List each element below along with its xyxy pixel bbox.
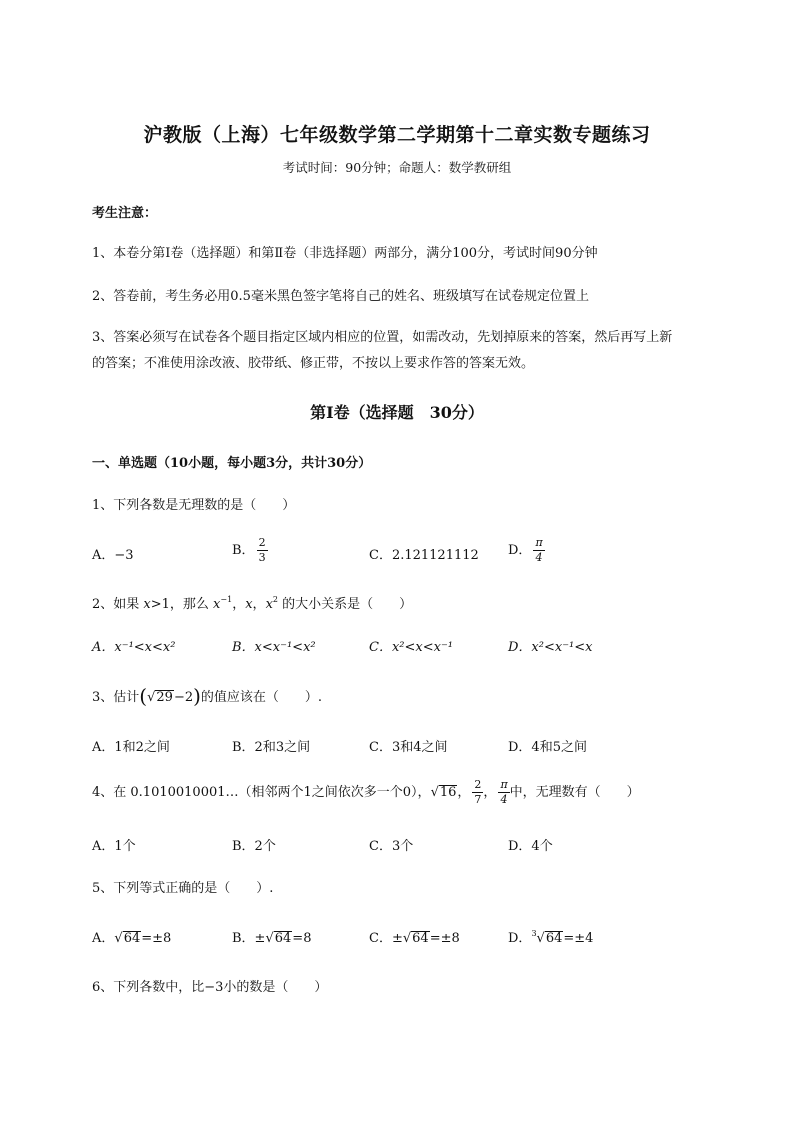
section-title: 第I卷（选择题 30分） (310, 403, 484, 422)
stem-text: ， (483, 785, 497, 800)
option-label: B．± (232, 931, 266, 946)
radicand: 64 (123, 931, 141, 946)
right-paren: ) (193, 684, 201, 708)
question-5-stem: 5、下列等式正确的是（ ）. (92, 881, 274, 896)
question-4-option-d: D．4个 (508, 839, 553, 854)
variable: x (265, 597, 273, 612)
question-4-option-a: A．1个 (92, 839, 136, 854)
question-5-option-c (369, 927, 460, 946)
option-text: =±8 (141, 931, 172, 946)
root-index: 3 (531, 929, 537, 938)
stem-text: −2 (173, 690, 194, 705)
exponent: 2 (272, 595, 278, 604)
stem-text: 中，无理数有（ ） (509, 785, 640, 800)
notice-item-1: 1、本卷分第I卷（选择题）和第Ⅱ卷（非选择题）两部分，满分100分，考试时间90分钟 (92, 246, 598, 261)
stem-text: 的大小关系是（ ） (278, 597, 413, 612)
question-2-option-a: A．x⁻¹<x<x² (92, 640, 176, 655)
fraction (533, 536, 544, 565)
question-3-option-a: A．1和2之间 (92, 740, 170, 755)
page-title: 沪教版（上海）七年级数学第二学期第十二章实数专题练习 (143, 124, 651, 146)
question-1-option-c: C．2.121121112 (369, 548, 479, 563)
denominator: 4 (500, 793, 508, 806)
question-5-option-b (232, 927, 311, 946)
radical-sign: √ (402, 931, 412, 946)
question-1-option-d (508, 536, 545, 565)
exponent: −1 (220, 595, 233, 604)
option-label: B． (232, 543, 255, 558)
question-4-option-c: C．3个 (369, 839, 414, 854)
numerator: π (500, 778, 508, 791)
denominator: 7 (474, 793, 482, 806)
stem-text: 4、在 0.1010010001…（相邻两个1之间依次多一个0）， (92, 785, 431, 800)
radical-sign: √ (536, 931, 545, 946)
question-2-option-d: D．x²<x⁻¹<x (508, 640, 593, 655)
radical-sign: √ (114, 931, 123, 946)
question-1-stem: 1、下列各数是无理数的是（ ） (92, 498, 296, 513)
option-label: D． (508, 543, 532, 558)
question-5-option-d (508, 927, 593, 946)
radical-sign: √ (430, 785, 439, 800)
denominator: 3 (258, 551, 266, 564)
radicand: 64 (274, 931, 292, 946)
option-text: =8 (292, 931, 312, 946)
notice-item-2: 2、答卷前，考生务必用0.5毫米黑色签字笔将自己的姓名、班级填写在试卷规定位置上 (92, 289, 589, 304)
notice-heading: 考生注意： (92, 206, 158, 221)
variable: x (213, 597, 221, 612)
option-label: A． (92, 931, 115, 946)
question-4-option-b: B．2个 (232, 839, 276, 854)
radical-sign: √ (147, 690, 156, 705)
fraction (498, 778, 509, 807)
stem-text: 2、如果 (92, 597, 144, 612)
option-label: D． (508, 931, 532, 946)
option-text: =±8 (429, 931, 460, 946)
notice-item-3: 3、答案必须写在试卷各个题目指定区域内相应的位置，如需改动，先划掉原来的答案，然后再写上新 (92, 330, 673, 345)
stem-text: >1，那么 (150, 597, 214, 612)
stem-text: 的值应该在（ ）. (200, 690, 323, 705)
notice-item-3-continued: 的答案；不准使用涂改液、胶带纸、修正带，不按以上要求作答的答案无效。 (92, 356, 535, 371)
variable: x (143, 597, 151, 612)
option-label: C．± (369, 931, 403, 946)
fraction (472, 778, 483, 807)
question-3-option-b: B．2和3之间 (232, 740, 311, 755)
question-2-stem (92, 593, 412, 612)
denominator: 4 (535, 551, 543, 564)
stem-text: ， (457, 785, 471, 800)
question-3-stem (92, 684, 322, 708)
stem-text: ， (252, 597, 266, 612)
question-2-option-b: B．x<x⁻¹<x² (232, 640, 316, 655)
question-1-option-b (232, 536, 268, 565)
fraction (257, 536, 268, 565)
numerator: 2 (258, 536, 266, 549)
radicand: 16 (439, 785, 457, 800)
left-paren: ( (139, 684, 148, 708)
radicand: 64 (545, 931, 563, 946)
stem-text: ， (232, 597, 246, 612)
question-6-stem: 6、下列各数中，比−3小的数是（ ） (92, 980, 328, 995)
stem-text: 3、估计 (92, 690, 140, 705)
variable: x (245, 597, 253, 612)
question-3-option-d: D．4和5之间 (508, 740, 587, 755)
radical-sign: √ (265, 931, 274, 946)
question-3-option-c: C．3和4之间 (369, 740, 448, 755)
question-4-stem (92, 778, 640, 807)
numerator: π (535, 536, 543, 549)
question-2-option-c: C．x²<x<x⁻¹ (369, 640, 454, 655)
radicand: 29 (156, 690, 173, 705)
exam-subtitle: 考试时间：90分钟；命题人：数学教研组 (282, 160, 512, 175)
option-text: =±4 (563, 931, 594, 946)
question-1-option-a: A．−3 (92, 548, 134, 563)
question-5-option-a (92, 927, 171, 946)
numerator: 2 (474, 778, 482, 791)
part-heading: 一、单选题（10小题，每小题3分，共计30分） (92, 456, 372, 471)
radicand: 64 (412, 931, 429, 946)
